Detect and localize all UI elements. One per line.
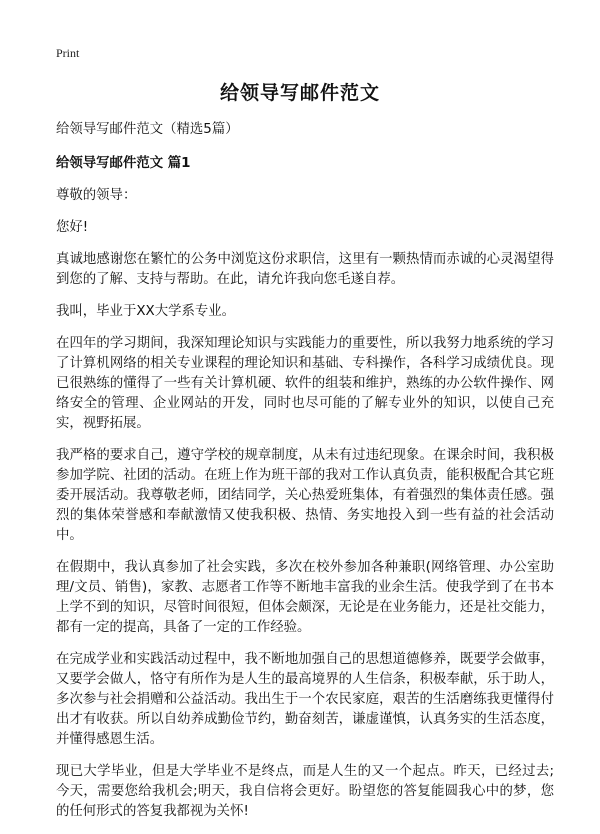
paragraph-character: 在完成学业和实践活动过程中，我不断地加强自己的思想道德修养，既要学会做事，又要学会做人，恪守有所作为是人生的最高境界的人生信条，积极奉献，乐于助人，多次参与社会捐赠和公益活动。我出生于一个农民家庭，艰苦的生活磨练我更懂得付出才有收获。所以自幼养成勤俭节约，勤奋刻苦，谦虚谨慎，认真务实的生活态度，并懂得感恩生活。 [56,652,554,747]
document-body [56,120,554,834]
document-subtitle: 给领导写邮件范文（精选5篇） [56,122,239,137]
paragraph-study: 在四年的学习期间，我深知理论知识与实践能力的重要性，所以我努力地系统的学习了计算机网络的相关专业课程的理论知识和基础、专科操作，各科学习成绩优良。现已很熟练的懂得了一些有关计算机硬、软件的组装和维护，熟练的办公软件操作、网络安全的管理、企业网站的开发，同时也尽可能的了解专业外的知识，以使自己充实，视野拓展。 [56,336,554,431]
greeting: 您好! [56,220,89,235]
document-title: 给领导写邮件范文 [219,82,380,104]
print-label: Print [56,46,80,60]
paragraph-name: 我叫，毕业于XX大学系专业。 [56,304,236,319]
paragraph-discipline: 我严格的要求自己，遵守学校的规章制度，从未有过违纪现象。在课余时间，我积极参加学院、社团的活动。在班上作为班干部的我对工作认真负责，能积极配合其它班委开展活动。我尊敬老师，团结同学，关心热爱班集体，有着强烈的集体责任感。强烈的集体荣誉感和奉献激情又使我积极、热情、务实地投入到一些有益的社会活动中。 [56,448,554,543]
salutation: 尊敬的领导： [56,188,137,203]
paragraph-closing: 现已大学毕业，但是大学毕业不是终点，而是人生的又一个起点。昨天，已经过去;今天，需要您给我机会;明天，我自信将会更好。盼望您的答复能圆我心中的梦，您的任何形式的答复我都视为关怀! [56,764,554,819]
paragraph-intro: 真诚地感谢您在繁忙的公务中浏览这份求职信，这里有一颗热情而赤诚的心灵渴望得到您的了解、支持与帮助。在此，请允许我向您毛遂自荐。 [56,252,554,287]
section-heading: 给领导写邮件范文 篇1 [56,156,191,171]
paragraph-practice: 在假期中，我认真参加了社会实践，多次在校外参加各种兼职(网络管理、办公室助理/文员、销售)，家教、志愿者工作等不断地丰富我的业余生活。使我学到了在书本上学不到的知识，尽管时间很短，但体会颇深，无论是在业务能力，还是社交能力，都有一定的提高，具备了一定的工作经验。 [56,560,554,635]
